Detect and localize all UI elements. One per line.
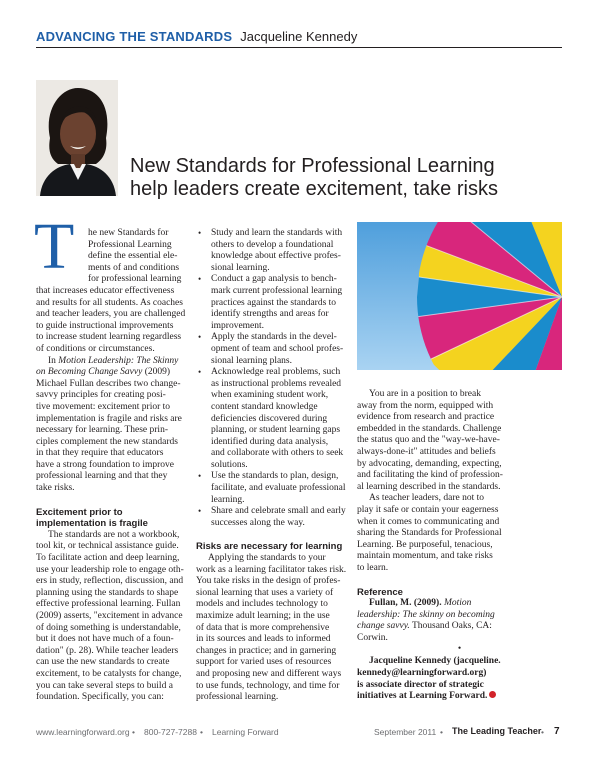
page-footer	[36, 727, 564, 741]
text-line: work as a learning facilitator takes risk.	[196, 564, 347, 575]
text-line: but it does not have much of a foun-	[36, 634, 174, 645]
text-line: al learning described in the standards.	[357, 481, 501, 492]
bullet-icon: •	[198, 228, 202, 238]
title-line: New Standards for Professional Learning	[130, 155, 495, 177]
text-line: professional learning and that they	[36, 471, 168, 482]
reference-entry	[357, 598, 562, 644]
footer-website: www.learningforward.org	[36, 727, 130, 737]
footer-phone: 800-727-7288	[144, 727, 197, 737]
text-fragment: In	[48, 355, 59, 366]
bullet-icon: •	[198, 471, 202, 482]
text-line: maximize adult learning; in the use	[196, 611, 330, 621]
author-bio	[357, 656, 562, 702]
reference-author: Fullan, M. (2009).	[369, 598, 442, 609]
header-author: Jacqueline Kennedy	[240, 29, 358, 44]
intro-paragraph	[36, 228, 186, 356]
text-line: facilitate, and evaluate professional	[211, 483, 346, 494]
reference-heading: Reference	[357, 586, 403, 598]
text-line: practices against the standards to	[211, 297, 337, 308]
text-line: improvement.	[211, 320, 265, 331]
text-line: for professional learning	[88, 274, 182, 285]
text-line: The standards are not a workbook,	[48, 529, 180, 540]
text-line: changes in practice; and in garnering	[196, 645, 337, 656]
text-line: play it safe or contain your eagerness	[357, 504, 499, 515]
drop-cap: T	[34, 210, 75, 283]
text-line	[357, 610, 562, 622]
text-line: of conditions or circumstances.	[36, 343, 155, 354]
text-line: You are in a position to break	[369, 389, 481, 399]
text-line: To facilitate action and deep learning,	[36, 553, 180, 564]
book-title: on Becoming Change Savvy	[36, 367, 143, 378]
list-item	[196, 471, 346, 506]
list-item	[196, 228, 346, 274]
author-photo	[36, 80, 118, 196]
text-line: Michael Fullan describes two change-	[36, 378, 181, 389]
bullet-icon: •	[198, 332, 202, 343]
text-line: (2009) asserts, "excitement in advance	[36, 611, 183, 621]
section-heading: implementation is fragile	[36, 518, 148, 530]
bullet-list	[196, 228, 346, 529]
text-line: ers in study, reflection, discussion, and	[36, 576, 184, 587]
text-line: models and includes technology to	[196, 599, 328, 610]
reference-publisher: Thousand Oaks, CA:	[409, 621, 492, 632]
text-line: kennedy@learningforward.org)	[357, 668, 487, 679]
text-line: Jacqueline Kennedy (jacqueline.	[369, 656, 501, 667]
bullet-icon: •	[198, 367, 202, 378]
text-line: planning using the standards to shape	[36, 587, 179, 598]
footer-separator: •	[132, 727, 135, 737]
text-line: identify strengths and areas for	[211, 309, 329, 320]
list-item	[196, 332, 346, 367]
text-line: that increases educator effectiveness	[36, 285, 175, 296]
text-line: of data that is more comprehensive	[196, 622, 330, 633]
text-line: foundation. Specifically, you can:	[36, 692, 164, 703]
text-line	[357, 621, 562, 633]
section-heading: Risks are necessary for learning	[196, 541, 343, 553]
text-line: others to develop a foundational	[211, 239, 334, 250]
text-line: have a strong foundation to improve	[36, 459, 174, 470]
separator-dot: •	[457, 644, 462, 655]
text-fragment: initiatives at Learning Forward.	[357, 691, 488, 702]
reference-title: change savvy.	[357, 621, 410, 632]
text-line: maintain momentum, and take risks	[357, 551, 493, 562]
text-line: Share and celebrate small and early	[211, 506, 346, 517]
text-line: ciples complement the new standards	[36, 436, 178, 447]
text-line: embedded in the standards. Challenge	[357, 423, 502, 434]
section-kicker: ADVANCING THE STANDARDS	[36, 29, 233, 44]
page-title	[130, 155, 560, 201]
column-3	[357, 389, 562, 703]
text-line: to learn.	[357, 562, 389, 573]
text-line	[36, 367, 186, 379]
text-line: is associate director of strategic	[357, 679, 484, 690]
text-line: sharing the Standards for Professional	[357, 528, 502, 539]
list-item	[196, 367, 346, 471]
text-line: Acknowledge real problems, such	[211, 367, 341, 378]
section-heading: Excitement prior to	[36, 506, 123, 518]
parachute-photo	[357, 222, 562, 370]
text-line: sional learning plans.	[211, 355, 292, 366]
text-line: Conduct a gap analysis to bench-	[211, 274, 337, 285]
reference-title: leadership: The skinny on becoming	[357, 609, 495, 620]
text-line: Applying the standards to your	[208, 553, 326, 564]
header-rule	[36, 47, 562, 48]
text-line: Professional Learning	[88, 239, 172, 250]
list-item	[196, 506, 346, 529]
text-line: when examining student work,	[211, 390, 329, 401]
text-line: take risks.	[36, 483, 75, 494]
fullan-paragraph	[36, 356, 186, 495]
bullet-icon: •	[198, 274, 202, 285]
parachute-graphic	[357, 222, 562, 370]
text-line: ments of and conditions	[88, 262, 180, 273]
author-portrait-graphic	[36, 80, 118, 196]
bullet-icon: •	[198, 506, 202, 517]
text-line: can use the new standards to create	[36, 657, 170, 668]
text-line: support for varied uses of resources	[196, 657, 332, 668]
text-line: sional learning.	[211, 262, 270, 273]
footer-publication: The Leading Teacher	[452, 726, 542, 736]
text-line	[357, 691, 562, 703]
text-line: and collaborate with others to seek	[211, 448, 344, 459]
text-line: planning, or student learning gaps	[211, 425, 341, 436]
text-line: evidence from research and practice	[357, 412, 495, 423]
text-line: Apply the standards in the devel-	[211, 332, 337, 343]
text-line: effective professional learning. Fullan	[36, 599, 181, 610]
text-line: dation" (p. 28). While teacher leaders	[36, 645, 179, 656]
text-line: Learning. Be purposeful, tenacious,	[357, 539, 493, 550]
book-title: Motion Leadership: The Skinny	[58, 355, 179, 366]
text-fragment: (2009)	[142, 367, 171, 378]
text-line: of doing something is understandable,	[36, 622, 181, 633]
title-line: help leaders create excitement, take risks	[130, 178, 498, 200]
text-line: tive movement: excitement prior to	[36, 401, 171, 412]
text-line: mark current professional learning	[211, 285, 343, 296]
text-line: As teacher leaders, dare not to	[369, 493, 485, 504]
footer-org: Learning Forward	[212, 727, 279, 737]
column-1	[36, 228, 186, 704]
end-mark-icon	[489, 691, 496, 698]
text-line: Study and learn the standards with	[211, 228, 343, 238]
page-number: 7	[554, 726, 560, 737]
text-line: to increase student learning regardless	[36, 332, 182, 343]
text-line	[36, 356, 186, 368]
text-line: and teacher leaders, you are challenged	[36, 309, 186, 320]
text-line: and proposing new and different ways	[196, 668, 342, 679]
text-line: Use the standards to plan, design,	[211, 471, 339, 482]
text-line: define the essential ele-	[88, 251, 178, 262]
text-line: as instructional problems revealed	[211, 378, 342, 389]
footer-separator: •	[440, 727, 443, 737]
text-line: and results for all students. As coaches	[36, 297, 183, 308]
text-line: necessary for learning. These prin-	[36, 425, 168, 436]
text-line: the status quo and the "way-we-have-	[357, 435, 500, 446]
text-line: by advocating, demanding, expecting,	[357, 458, 502, 469]
text-line: knowledge about effective profes-	[211, 251, 341, 262]
text-line: you can take several steps to build a	[36, 680, 173, 691]
text-line: in its sources and leads to informed	[196, 634, 331, 645]
footer-date: September 2011	[374, 727, 437, 737]
text-line: to guide instructional improvements	[36, 320, 174, 331]
text-line: successes along the way.	[211, 517, 305, 528]
text-line: deficiencies discovered during	[211, 413, 328, 424]
text-line: excitement, to be catalysts for change,	[36, 668, 182, 679]
col3-paragraph-2	[357, 493, 562, 574]
text-line: he new Standards for	[88, 228, 169, 238]
reference-title: Motion	[443, 598, 472, 609]
text-line: savvy principles for creating posi-	[36, 390, 166, 401]
col3-paragraph-1	[357, 389, 562, 493]
text-line: content standard knowledge	[211, 401, 318, 412]
list-item	[196, 274, 346, 332]
footer-separator: •	[200, 727, 203, 737]
text-line: sional learning that uses a variety of	[196, 587, 334, 598]
text-line: in that they require that educators	[36, 448, 164, 459]
text-line: tool kit, or technical assistance guide.	[36, 541, 179, 552]
text-line	[357, 598, 562, 610]
text-line: You take risks in the design of profes-	[196, 576, 341, 587]
text-line: learning.	[211, 494, 245, 505]
footer-separator: •	[541, 727, 544, 737]
text-line: opment of team and school profes-	[211, 343, 344, 354]
text-line: implementation is fragile and risks are	[36, 413, 182, 424]
text-line: when it comes to communicating and	[357, 516, 500, 527]
section2-paragraph	[196, 553, 346, 704]
column-2	[196, 228, 346, 704]
text-line: always-done-it" attitudes and beliefs	[357, 446, 496, 457]
bio-separator	[357, 644, 562, 656]
text-line: to use funds, technology, and time for	[196, 680, 340, 691]
text-line: and facilitating the kind of profession-	[357, 470, 503, 481]
text-line: Corwin.	[357, 632, 388, 643]
text-line: professional learning.	[196, 692, 279, 703]
text-line: identified during data analysis,	[211, 436, 329, 447]
text-line: use your leadership role to engage oth-	[36, 564, 184, 575]
text-line: away from the norm, equipped with	[357, 400, 494, 411]
text-line: solutions.	[211, 459, 248, 470]
section1-paragraph	[36, 530, 186, 704]
